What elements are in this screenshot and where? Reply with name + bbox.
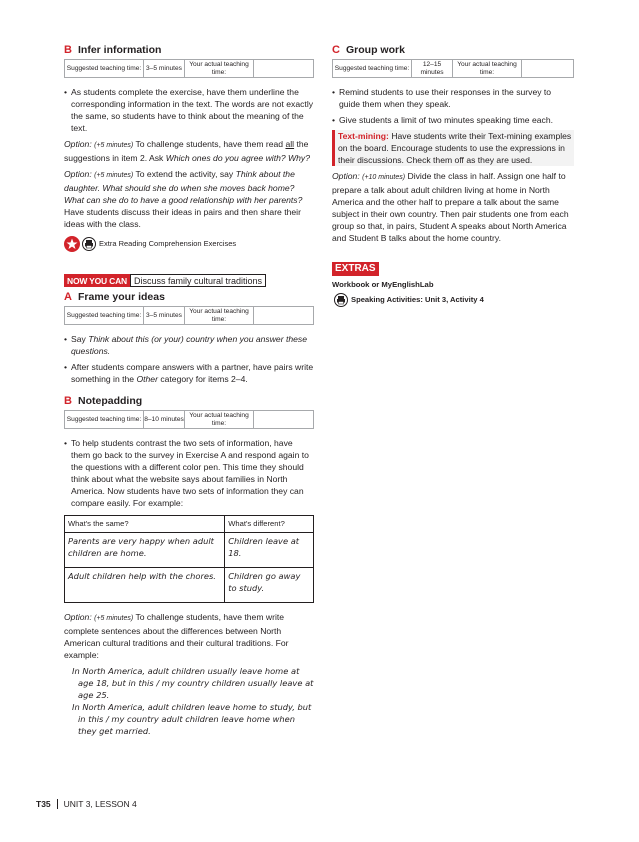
bullet-item: • As students complete the exercise, have them underline the corresponding information in the text. The words are not exactly the same, so students have to think about the meaning of the text. (64, 86, 314, 134)
star-icon (64, 236, 80, 252)
section-title: Group work (346, 44, 405, 56)
teaching-time-box (64, 59, 314, 78)
section-frame-heading (64, 291, 314, 303)
section-letter: B (64, 44, 72, 56)
extra-resource-label: Extra Reading Comprehension Exercises (99, 239, 237, 248)
bullet-item: • Say Think about this (or your) country when you answer these questions. (64, 333, 314, 357)
right-column (332, 44, 574, 307)
example-sentences (64, 665, 314, 737)
section-letter: B (64, 395, 72, 407)
minutes-value: 8–10 minutes (144, 411, 185, 428)
actual-time-blank (254, 307, 313, 324)
now-you-can-tag: NOW YOU CAN (64, 274, 130, 287)
table-header: What's different? (225, 516, 314, 533)
section-title: Notepadding (78, 395, 143, 407)
actual-time-blank (254, 411, 313, 428)
left-column (64, 44, 314, 737)
bullet-item: • Remind students to use their responses in the survey to guide them when they speak. (332, 86, 574, 110)
now-you-can-title: Discuss family cultural traditions (130, 274, 266, 287)
footer-divider (57, 799, 58, 809)
teaching-time-box (64, 410, 314, 429)
section-letter: A (64, 291, 72, 303)
suggested-label: Suggested teaching time: (333, 60, 412, 77)
unit-lesson-label: UNIT 3, LESSON 4 (63, 799, 137, 809)
extras-tag: EXTRAS (332, 262, 379, 276)
actual-time-blank (522, 60, 573, 77)
table-row (65, 568, 314, 603)
teaching-time-box (332, 59, 574, 78)
speaking-activities-row (332, 293, 574, 307)
section-title: Infer information (78, 44, 162, 56)
bullet-item: • After students compare answers with a partner, have pairs write something in the Other category for items 2–4. (64, 361, 314, 385)
suggested-label: Suggested teaching time: (65, 307, 144, 324)
comparison-table (64, 515, 314, 603)
option-paragraph: Option: (+10 minutes) Divide the class in half. Assign one half to prepare a talk about adult children living at home in North America and the other half to prepare a talk about the same subject in their own country. Then pair students one from each group so that, in pairs, Student A speaks about North America and Student B talks about the home country. (332, 171, 569, 243)
page-footer (36, 799, 137, 809)
printer-icon (334, 293, 348, 307)
workbook-label: Workbook or MyEnglishLab (332, 280, 434, 289)
minutes-value: 3–5 minutes (144, 60, 185, 77)
actual-label: Your actual teaching time: (185, 307, 254, 324)
section-group-heading (332, 44, 574, 56)
table-cell: Children leave at 18. (225, 533, 314, 568)
table-cell: Parents are very happy when adult children are home. (65, 533, 225, 568)
speaking-activities-label: Speaking Activities: Unit 3, Activity 4 (351, 295, 484, 304)
section-infer-heading (64, 44, 314, 56)
text-mining-note: Text-mining: Have students write their Text-mining examples on the board. Encourage students to use the expressions in their discussions. Check them off as they are used. (332, 130, 574, 166)
suggested-label: Suggested teaching time: (65, 411, 144, 428)
minutes-value: 12–15 minutes (412, 60, 453, 77)
table-cell: Children go away to study. (225, 568, 314, 603)
text-mining-label: Text-mining: (338, 131, 389, 141)
suggested-label: Suggested teaching time: (65, 60, 144, 77)
table-cell: Adult children help with the chores. (65, 568, 225, 603)
option-paragraph: Option: (+5 minutes) To extend the activity, say Think about the daughter. What should she do when she moves back home? What can she do to have a good relationship with her parents? Have students discuss their ideas in pairs and then share their ideas with the class. (64, 169, 303, 229)
section-letter: C (332, 44, 340, 56)
actual-time-blank (254, 60, 313, 77)
printer-icon (82, 237, 96, 251)
actual-label: Your actual teaching time: (185, 60, 254, 77)
teaching-time-box (64, 306, 314, 325)
bullet-item: • To help students contrast the two sets of information, have them go back to the survey in Exercise A and respond again to the questions with a different color pen. This time they should think about what the website says about families in North America. Now students have two sets of information they can compare easily. For example: (64, 437, 314, 509)
section-notepadding-heading (64, 395, 314, 407)
now-you-can-banner (64, 274, 314, 287)
example-sentence: In North America, adult children leave home to study, but in this / my country adult children leave home when they get married. (72, 702, 312, 736)
minutes-value: 3–5 minutes (144, 307, 185, 324)
option-paragraph: Option: (+5 minutes) To challenge students, have them read all the suggestions in item 2. Ask Which ones do you agree with? Why? (64, 139, 311, 163)
option-paragraph: Option: (+5 minutes) To challenge students, have them write complete sentences about the differences between North American cultural traditions and their cultural traditions. For example: (64, 612, 289, 660)
extra-resource-row (64, 236, 314, 252)
section-title: Frame your ideas (78, 291, 165, 303)
table-row (65, 533, 314, 568)
page-number: T35 (36, 799, 51, 809)
actual-label: Your actual teaching time: (453, 60, 522, 77)
bullet-item: • Give students a limit of two minutes speaking time each. (332, 114, 574, 126)
example-sentence: In North America, adult children usually leave home at age 18, but in this / my country children usually leave at age 25. (72, 666, 314, 700)
table-header: What's the same? (65, 516, 225, 533)
actual-label: Your actual teaching time: (185, 411, 254, 428)
